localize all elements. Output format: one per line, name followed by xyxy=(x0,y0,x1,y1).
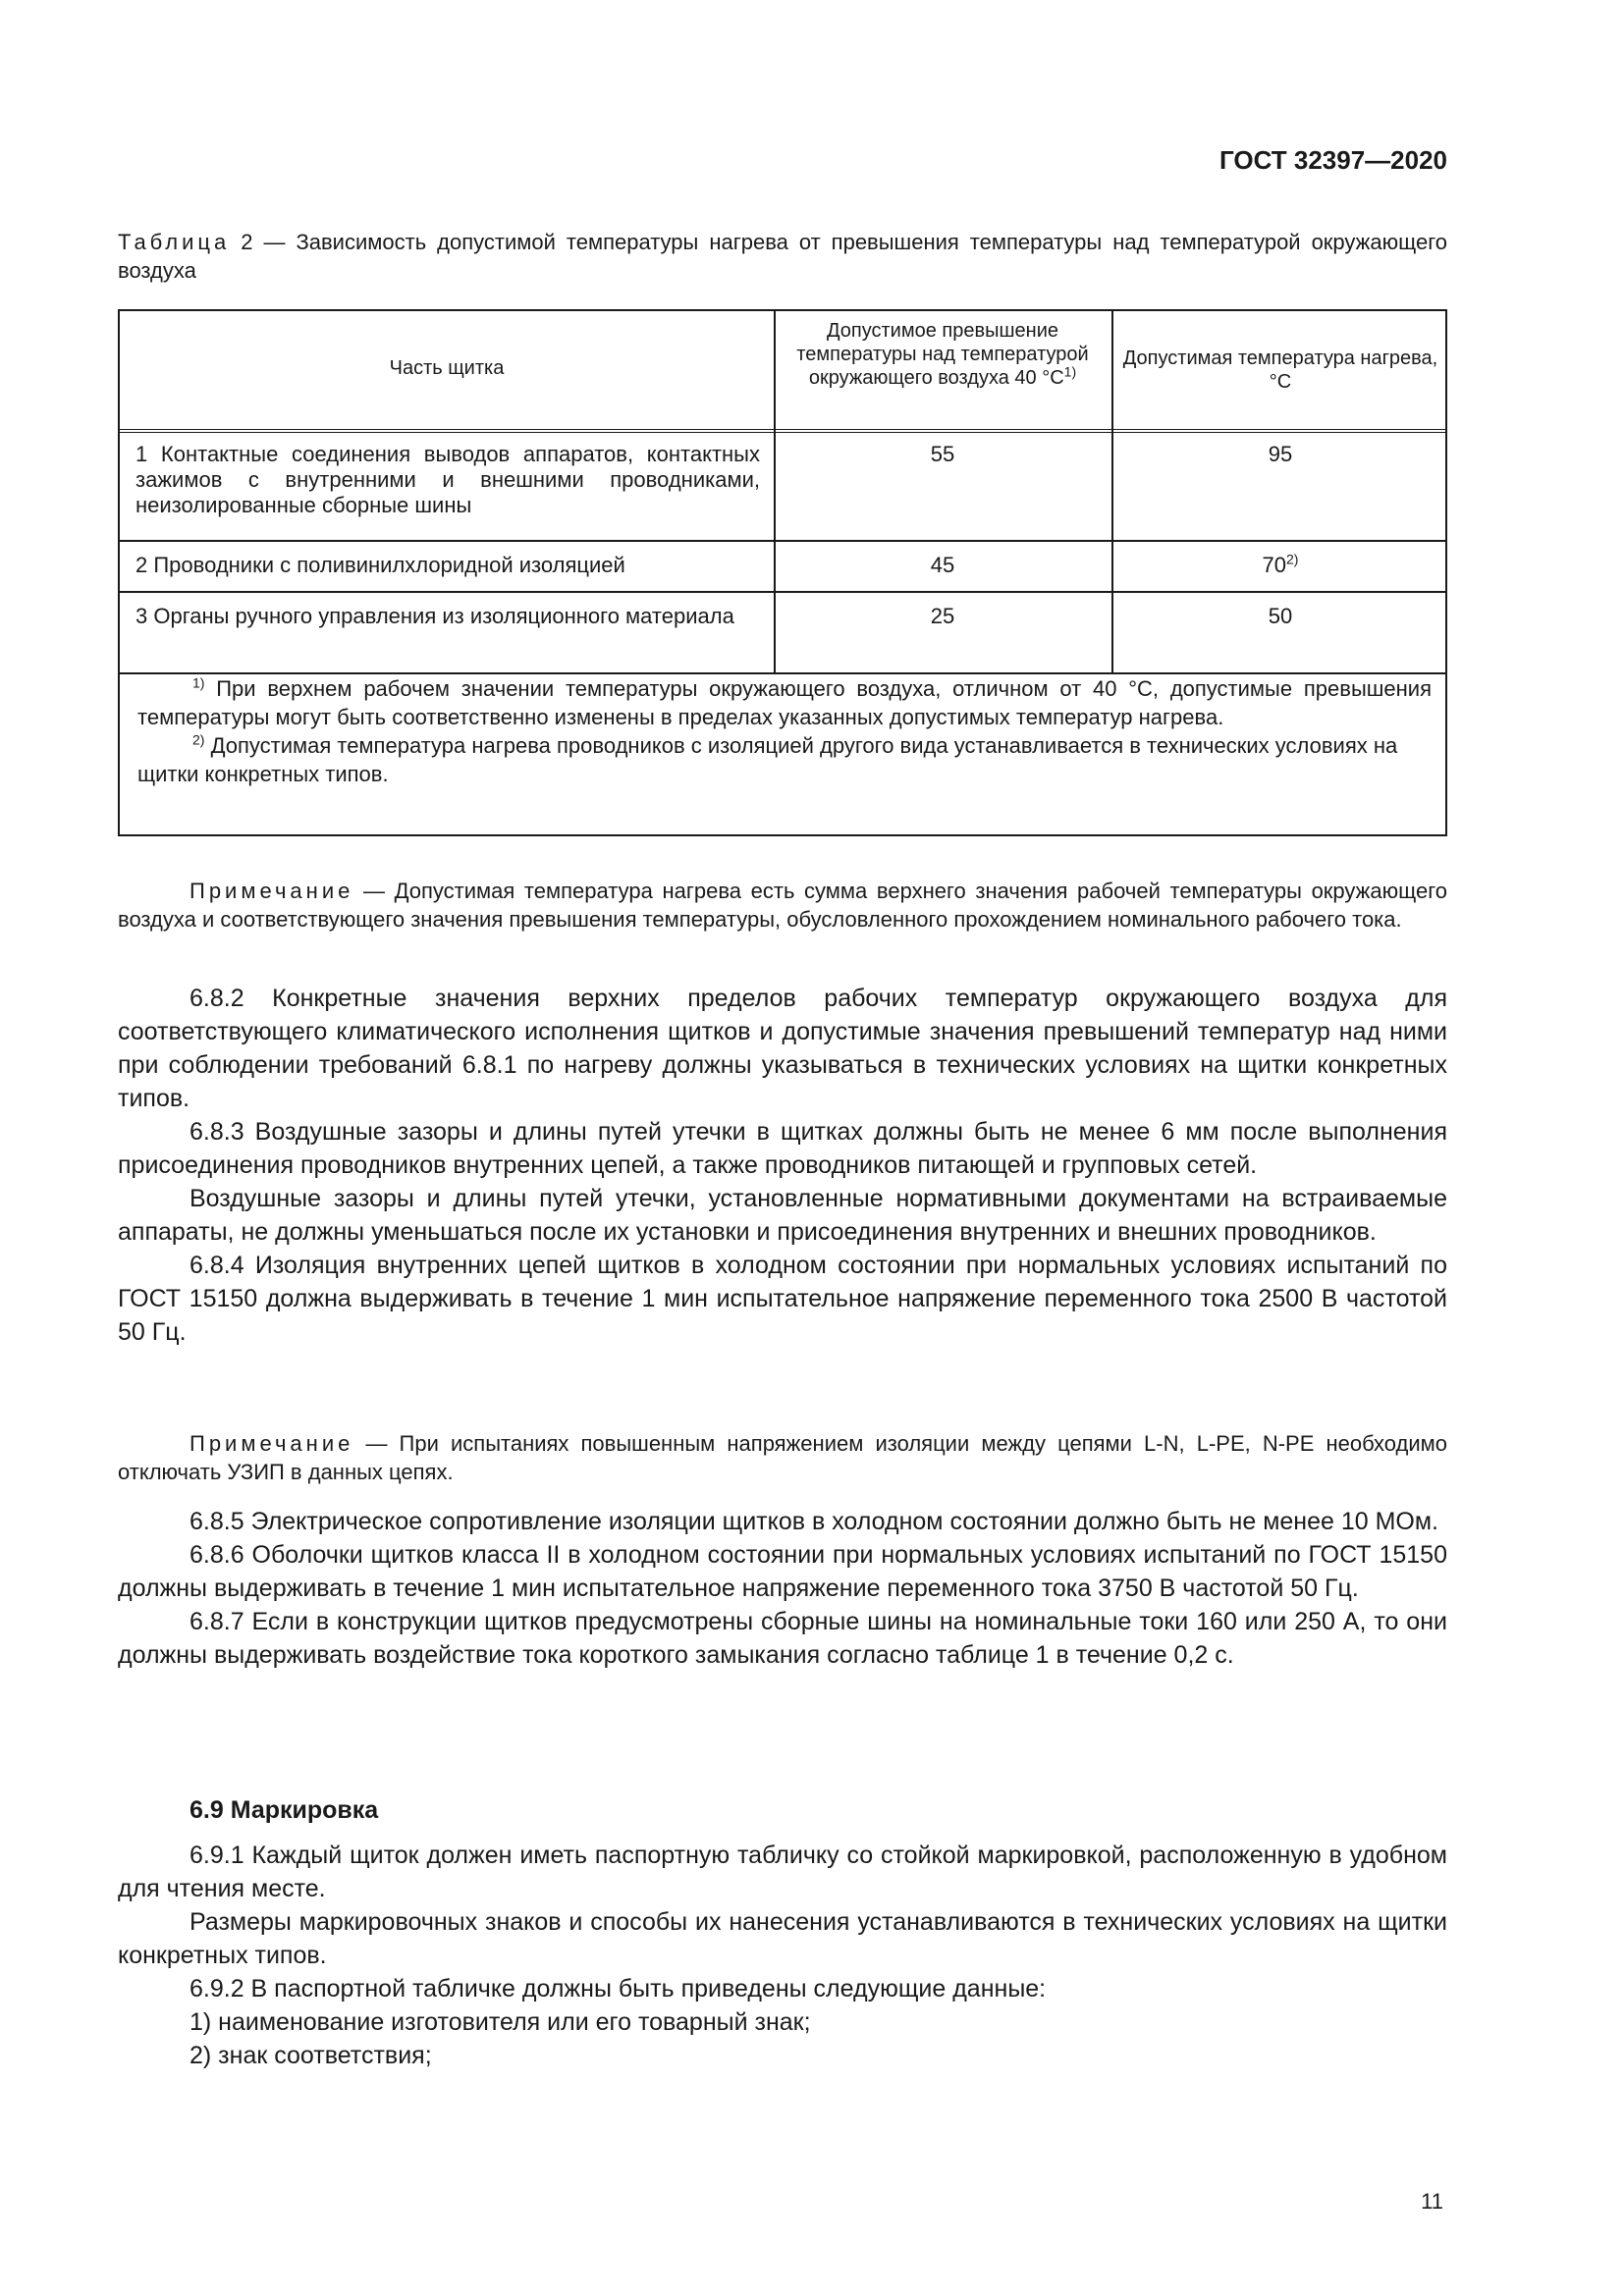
section-6-9 xyxy=(118,1793,1447,2072)
table-row-2-temp-value: 70 xyxy=(1262,553,1287,577)
paragraph-6-8-3-b: Воздушные зазоры и длины путей утечки, установленные нормативными документами на встраиваемые аппараты, не должны уменьшаться после их установки и присоединения внутренних и внешних проводников. xyxy=(118,1185,1447,1246)
table-footnote-2 xyxy=(137,731,1432,788)
section-685-687 xyxy=(118,1505,1447,1672)
note-2 xyxy=(118,1429,1447,1486)
table-caption xyxy=(118,228,1447,285)
column-header-rise-text: Допустимое превышение температуры над температурой окружающего воздуха 40 °С xyxy=(796,320,1089,389)
table-row-2-rise: 45 xyxy=(930,553,955,577)
footnote-2-text: Допустимая температура нагрева проводников с изоляцией другого вида устанавливается в технических условиях на щитки конкретных типов. xyxy=(137,733,1398,786)
table-footnotes xyxy=(137,674,1432,788)
heading-6-9: 6.9 Маркировка xyxy=(189,1796,379,1824)
table-header-divider xyxy=(120,429,1445,433)
note-2-block xyxy=(118,1429,1447,1486)
table-caption-label: Таблица xyxy=(118,230,231,254)
table-row-1-rise: 55 xyxy=(930,442,955,466)
table-row-1-temp: 95 xyxy=(1268,442,1293,466)
table-caption-text: 2 — Зависимость допустимой температуры нагрева от превышения температуры над температурой окружающего воздуха xyxy=(118,230,1447,283)
table-row-3-part: 3 Органы ручного управления из изоляционного материала xyxy=(135,604,734,628)
section-682-684 xyxy=(118,982,1447,1349)
table-row-1-part: 1 Контактные соединения выводов аппаратов, контактных зажимов с внутренними и внешними проводниками, неизолированные сборные шины xyxy=(135,442,760,517)
paragraph-6-8-5: 6.8.5 Электрическое сопротивление изоляции щитков в холодном состоянии должно быть не менее 10 МОм. xyxy=(189,1508,1438,1535)
table-row-divider-1 xyxy=(120,540,1445,542)
note-1-label: Примечание xyxy=(189,879,354,903)
list-item-1: 1) наименование изготовителя или его товарный знак; xyxy=(189,2008,811,2036)
note-1 xyxy=(118,877,1447,934)
footnote-ref-1: 1) xyxy=(1063,363,1077,380)
paragraph-6-8-3: 6.8.3 Воздушные зазоры и длины путей утечки в щитках должны быть не менее 6 мм после выполнения присоединения проводников внутренних цепей, а также проводников питающей и групповых сетей. xyxy=(118,1118,1447,1179)
table-row-3-rise: 25 xyxy=(930,604,955,628)
footnote-ref-2: 2) xyxy=(1286,551,1299,567)
note-2-text: — При испытаниях повышенным напряжением изоляции между цепями L-N, L-PE, N-PE необходимо отключать УЗИП в данных цепях. xyxy=(118,1431,1447,1484)
paragraph-6-9-1-b: Размеры маркировочных знаков и способы их нанесения устанавливаются в технических условиях на щитки конкретных типов. xyxy=(118,1908,1447,1969)
page-number: 11 xyxy=(1421,2189,1443,2214)
table-row-3-temp: 50 xyxy=(1268,604,1293,628)
paragraph-6-8-7: 6.8.7 Если в конструкции щитков предусмотрены сборные шины на номинальные токи 160 или 250 А, то они должны выдерживать воздействие тока короткого замыкания согласно таблице 1 в течение 0,2 с. xyxy=(118,1608,1447,1669)
table-row-divider-2 xyxy=(120,591,1445,593)
paragraph-6-8-2: 6.8.2 Конкретные значения верхних пределов рабочих температур окружающего воздуха для соответствующего климатического исполнения щитков и допустимые значения превышений температур над ними при соблюдении требований 6.8.1 по нагреву должны указываться в технических условиях на щитки конкретных типов. xyxy=(118,985,1447,1112)
table-row-2-part: 2 Проводники с поливинилхлоридной изоляцией xyxy=(135,553,625,577)
column-header-part: Часть щитка xyxy=(389,357,505,379)
footnote-1-mark: 1) xyxy=(192,674,205,691)
note-1-text: — Допустимая температура нагрева есть сумма верхнего значения рабочей температуры окружающего воздуха и соответствующего значения превышения температуры, обусловленного прохождением номинального рабочего тока. xyxy=(118,879,1447,932)
document-code: ГОСТ 32397—2020 xyxy=(1219,145,1447,175)
note-1-block xyxy=(118,877,1447,934)
list-item-2: 2) знак соответствия; xyxy=(189,2042,432,2069)
temperature-table xyxy=(118,309,1447,836)
table-footnote-1 xyxy=(137,674,1432,731)
footnote-1-text: При верхнем рабочем значении температуры окружающего воздуха, отличном от 40 °С, допустимые превышения температуры могут быть соответственно изменены в пределах указанных допустимых температур нагрева. xyxy=(137,676,1432,729)
column-header-rise xyxy=(780,319,1106,390)
paragraph-6-8-4: 6.8.4 Изоляция внутренних цепей щитков в холодном состоянии при нормальных условиях испытаний по ГОСТ 15150 должна выдерживать в течение 1 мин испытательное напряжение переменного тока 2500 В частотой 50 Гц. xyxy=(118,1252,1447,1346)
paragraph-6-9-1: 6.9.1 Каждый щиток должен иметь паспортную табличку со стойкой маркировкой, расположенную в удобном для чтения месте. xyxy=(118,1842,1447,1902)
note-2-label: Примечание xyxy=(189,1431,354,1456)
paragraph-6-9-2: 6.9.2 В паспортной табличке должны быть приведены следующие данные: xyxy=(189,1975,1047,2002)
footnote-2-mark: 2) xyxy=(192,731,205,748)
column-header-temp: Допустимая температура нагрева, °С xyxy=(1122,347,1438,393)
table-row-2-temp xyxy=(1113,553,1447,578)
paragraph-6-8-6: 6.8.6 Оболочки щитков класса II в холодном состоянии при нормальных условиях испытаний по ГОСТ 15150 должны выдерживать в течение 1 мин испытательное напряжение переменного тока 3750 В частотой 50 Гц. xyxy=(118,1541,1447,1602)
